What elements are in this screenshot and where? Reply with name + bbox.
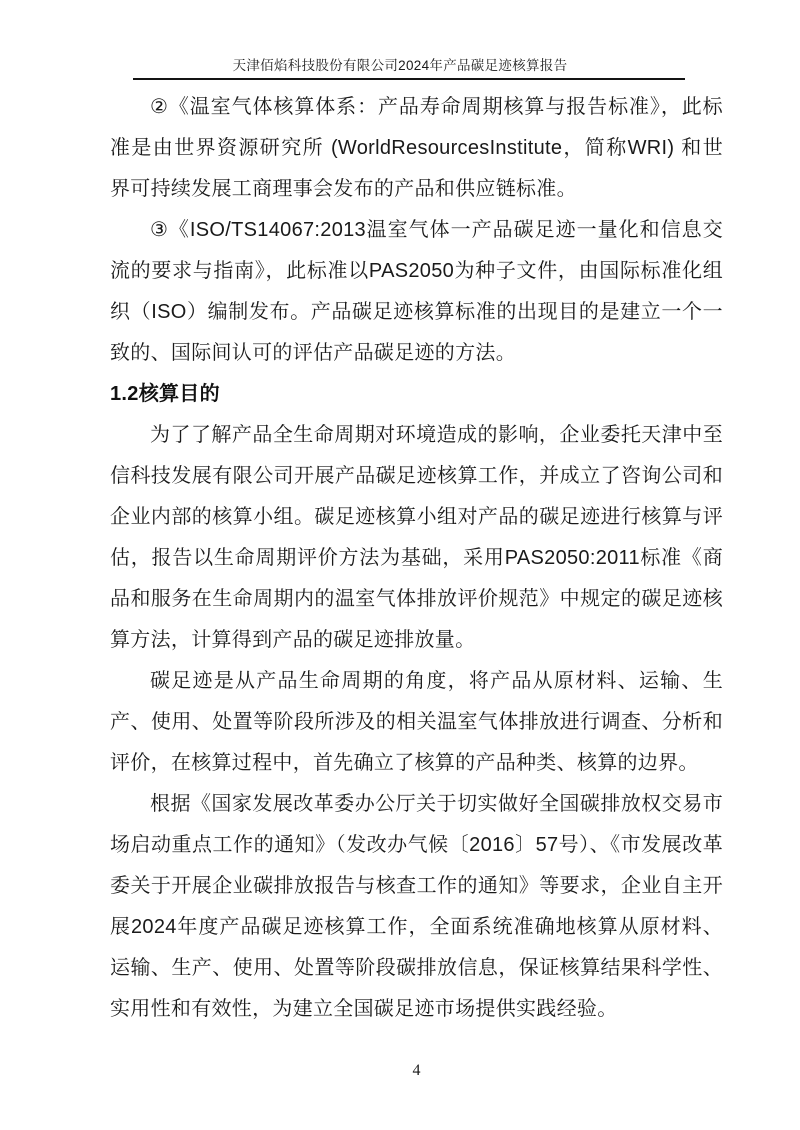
paragraph-purpose-1: 为了了解产品全生命周期对环境造成的影响，企业委托天津中至信科技发展有限公司开展产品碳足迹核算工作，并成立了咨询公司和企业内部的核算小组。碳足迹核算小组对产品的碳足迹进行核算与评估，报告以生命周期评价方法为基础，采用PAS2050:2011标准《商品和服务在生命周期内的温室气体排放评价规范》中规定的碳足迹核算方法，计算得到产品的碳足迹排放量。: [110, 424, 723, 651]
header-rule: [133, 78, 685, 80]
paragraph-purpose-2: 碳足迹是从产品生命周期的角度，将产品从原材料、运输、生产、使用、处置等阶段所涉及的相关温室气体排放进行调查、分析和评价，在核算过程中，首先确立了核算的产品种类、核算的边界。: [110, 670, 723, 774]
section-heading-1-2: 1.2核算目的: [110, 383, 220, 405]
page-number: 4: [412, 1062, 421, 1079]
document-body: [110, 87, 723, 1030]
paragraph-standard-2: ②《温室气体核算体系：产品寿命周期核算与报告标准》，此标准是由世界资源研究所 (WorldResourcesInstitute，简称WRI) 和世界可持续发展工商理事会发布的产品和供应链标准。: [110, 96, 723, 200]
page-footer: [110, 1060, 723, 1082]
paragraph-standard-3: ③《ISO/TS14067:2013温室气体一产品碳足迹一量化和信息交流的要求与指南》，此标准以PAS2050为种子文件，由国际标准化组织（ISO）编制发布。产品碳足迹核算标准的出现目的是建立一个一致的、国际间认可的评估产品碳足迹的方法。: [110, 219, 723, 364]
page-header: [0, 0, 800, 80]
header-title: 天津佰焰科技股份有限公司2024年产品碳足迹核算报告: [232, 58, 568, 73]
paragraph-purpose-3: 根据《国家发展改革委办公厅关于切实做好全国碳排放权交易市场启动重点工作的通知》（发改办气候〔2016〕57号）、《市发展改革委关于开展企业碳排放报告与核查工作的通知》等要求，企业自主开展2024年度产品碳足迹核算工作，全面系统准确地核算从原材料、运输、生产、使用、处置等阶段碳排放信息，保证核算结果科学性、实用性和有效性，为建立全国碳足迹市场提供实践经验。: [110, 793, 723, 1020]
